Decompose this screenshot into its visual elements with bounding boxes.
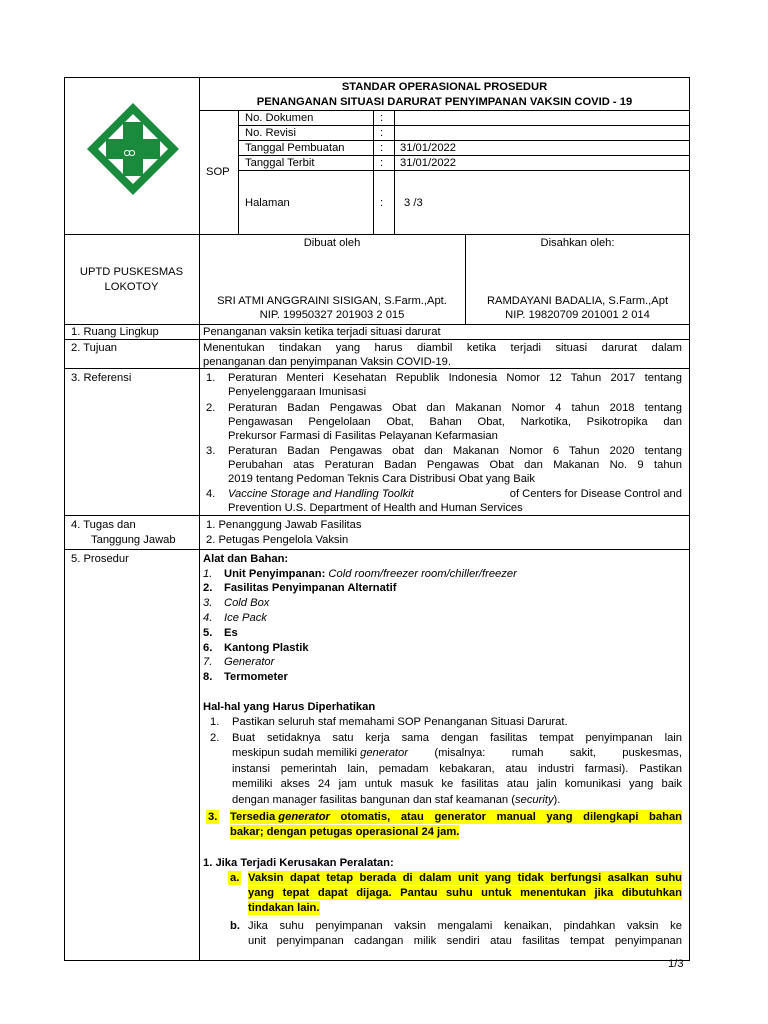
maker-name: SRI ATMI ANGGRAINI SISIGAN, S.Farm.,Apt. <box>217 295 447 307</box>
note-2-line-5: dengan manager fasilitas bangunan dan staf keamanan (security). <box>232 794 561 806</box>
published-date-value: 31/01/2022 <box>400 157 456 169</box>
duty-2: 2. Petugas Pengelola Vaksin <box>206 534 349 546</box>
damage-b-line-1: Jika suhu penyimpanan vaksin mengalami kenaikan, pindahkan vaksin ke <box>248 920 682 932</box>
tools-heading: Alat dan Bahan: <box>203 553 289 565</box>
ref-2-line-1: Peraturan Badan Pengawas Obat dan Makanan Nomor 4 tahun 2018 tentang <box>228 402 682 414</box>
note-1: Pastikan seluruh staf memahami SOP Penanganan Situasi Darurat. <box>232 716 568 728</box>
org-line-1: UPTD PUSKESMAS <box>79 266 184 278</box>
created-date-colon: : <box>380 142 384 154</box>
tool-1-num: 1. <box>203 568 213 580</box>
damage-a-line-3: tindakan lain. <box>248 902 320 914</box>
approver-nip: NIP. 19820709 201001 2 014 <box>505 309 650 321</box>
tool-1: Unit Penyimpanan: Cold room/freezer room/chiller/freezer <box>224 568 517 580</box>
tool-3-num: 3. <box>203 597 213 609</box>
title-line-1: STANDAR OPERASIONAL PROSEDUR <box>341 81 548 93</box>
procedure-label: 5. Prosedur <box>71 553 129 565</box>
damage-a-line-1: Vaksin dapat tetap berada di dalam unit yang tidak berfungsi asalkan suhu <box>248 872 682 884</box>
page-label: Halaman <box>245 197 290 209</box>
page-number: 1/3 <box>668 958 684 970</box>
tool-4: Ice Pack <box>224 612 267 624</box>
tool-2-num: 2. <box>203 582 213 594</box>
scope-label: 1. Ruang Lingkup <box>71 326 159 338</box>
puskesmas-logo <box>84 100 182 198</box>
created-date-value: 31/01/2022 <box>400 142 456 154</box>
tool-7: Generator <box>224 656 275 668</box>
note-2-line-1: Buat setidaknya satu kerja sama dengan fasilitas tempat penyimpanan lain <box>232 732 682 744</box>
note-2-line-3: instansi pemerintah lain, pemadam kebakaran, atau industri farmasi). Pastikan <box>232 763 682 775</box>
tool-8-num: 8. <box>203 671 213 683</box>
damage-b-line-2: unit penyimpanan cadangan milik sendiri atau fasilitas tempat penyimpanan <box>248 935 682 947</box>
published-date-label: Tanggal Terbit <box>245 157 315 169</box>
doc-number-colon: : <box>380 112 384 124</box>
sop-label: SOP <box>206 166 230 178</box>
revision-label: No. Revisi <box>245 127 296 139</box>
ref-3-line-2: Perubahan atas Peraturan Badan Pengawas Obat dan Makanan No. 9 tahun <box>228 459 682 471</box>
revision-colon: : <box>380 127 384 139</box>
ref-2-num: 2. <box>206 402 216 414</box>
ref-1-line-1: Peraturan Menteri Kesehatan Republik Indonesia Nomor 12 Tahun 2017 tentang <box>228 372 682 384</box>
ref-4-italic: Vaccine Storage and Handling Toolkit <box>228 488 414 500</box>
approved-by-label: Disahkan oleh: <box>540 237 615 249</box>
tool-2: Fasilitas Penyimpanan Alternatif <box>224 582 397 594</box>
duties-label-1: 4. Tugas dan <box>71 519 136 531</box>
damage-a-label: a. <box>230 872 240 884</box>
purpose-line-1: Menentukan tindakan yang harus diambil ketika terjadi situasi darurat dalam <box>203 342 682 354</box>
maker-nip: NIP. 19950327 201903 2 015 <box>259 309 405 321</box>
tool-6: Kantong Plastik <box>224 642 309 654</box>
damage-heading: 1. Jika Terjadi Kerusakan Peralatan: <box>203 857 394 869</box>
ref-3-num: 3. <box>206 445 216 457</box>
reference-label: 3. Referensi <box>71 372 132 384</box>
org-line-2: LOKOTOY <box>104 281 159 293</box>
tool-7-num: 7. <box>203 656 213 668</box>
published-date-colon: : <box>380 157 384 169</box>
ref-3-line-1: Peraturan Badan Pengawas obat dan Makanan Nomor 6 Tahun 2020 tentang <box>228 445 682 457</box>
note-2-line-4: memiliki akses 24 jam untuk masuk ke fasilitas atau jalin komunikasi yang baik <box>232 778 682 790</box>
ref-1-num: 1. <box>206 372 216 384</box>
notes-heading: Hal-hal yang Harus Diperhatikan <box>203 701 376 713</box>
note-3-line-2: bakar; dengan petugas operasional 24 jam. <box>230 826 460 838</box>
tool-3: Cold Box <box>224 597 270 609</box>
made-by-label: Dibuat oleh <box>303 237 361 249</box>
duties-label-2: Tanggung Jawab <box>91 534 176 546</box>
ref-4-num: 4. <box>206 488 216 500</box>
note-2-num: 2. <box>210 732 220 744</box>
note-3-num: 3. <box>208 811 218 823</box>
damage-b-label: b. <box>230 920 240 932</box>
duty-1: 1. Penanggung Jawab Fasilitas <box>206 519 362 531</box>
damage-a-line-2: yang tepat dapat dijaga. Pantau suhu untuk menentukan jika dibutuhkan <box>248 887 682 899</box>
purpose-label: 2. Tujuan <box>71 342 118 354</box>
tool-4-num: 4. <box>203 612 213 624</box>
title-line-2: PENANGANAN SITUASI DARURAT PENYIMPANAN VAKSIN COVID - 19 <box>256 96 633 108</box>
tool-5-num: 5. <box>203 627 213 639</box>
ref-2-line-2: Pengawasan Pengelolaan Obat, Bahan Obat, Narkotika, Psikotropika dan <box>228 416 682 428</box>
note-1-num: 1. <box>210 716 220 728</box>
scope-text: Penanganan vaksin ketika terjadi situasi darurat <box>203 326 441 338</box>
ref-1-line-2: Penyelenggaraan Imunisasi <box>228 386 367 398</box>
tool-5: Es <box>224 627 238 639</box>
note-3-line-1: Tersedia generator otomatis, atau generator manual yang dilengkapi bahan <box>230 811 682 823</box>
note-2-line-2: meskipun sudah memiliki generator (misalnya: rumah sakit, puskesmas, <box>232 747 682 759</box>
ref-4-rest: of Centers for Disease Control and <box>506 488 682 500</box>
tool-6-num: 6. <box>203 642 213 654</box>
tool-8: Termometer <box>224 671 288 683</box>
ref-4-line-2: Prevention U.S. Department of Health and Human Services <box>228 502 523 514</box>
page-value: 3 /3 <box>404 197 423 209</box>
created-date-label: Tanggal Pembuatan <box>245 142 345 154</box>
page-colon: : <box>380 197 384 209</box>
ref-4-line-1 <box>228 487 682 501</box>
approver-name: RAMDAYANI BADALIA, S.Farm.,Apt <box>486 295 669 307</box>
purpose-line-2: penanganan dan penyimpanan Vaksin COVID-19. <box>203 356 451 368</box>
doc-number-label: No. Dokumen <box>245 112 314 124</box>
ref-2-line-3: Prekursor Farmasi di Fasilitas Pelayanan Kefarmasian <box>228 430 498 442</box>
ref-3-line-3: 2019 tentang Pedoman Teknis Cara Distribusi Obat yang Baik <box>228 473 536 485</box>
